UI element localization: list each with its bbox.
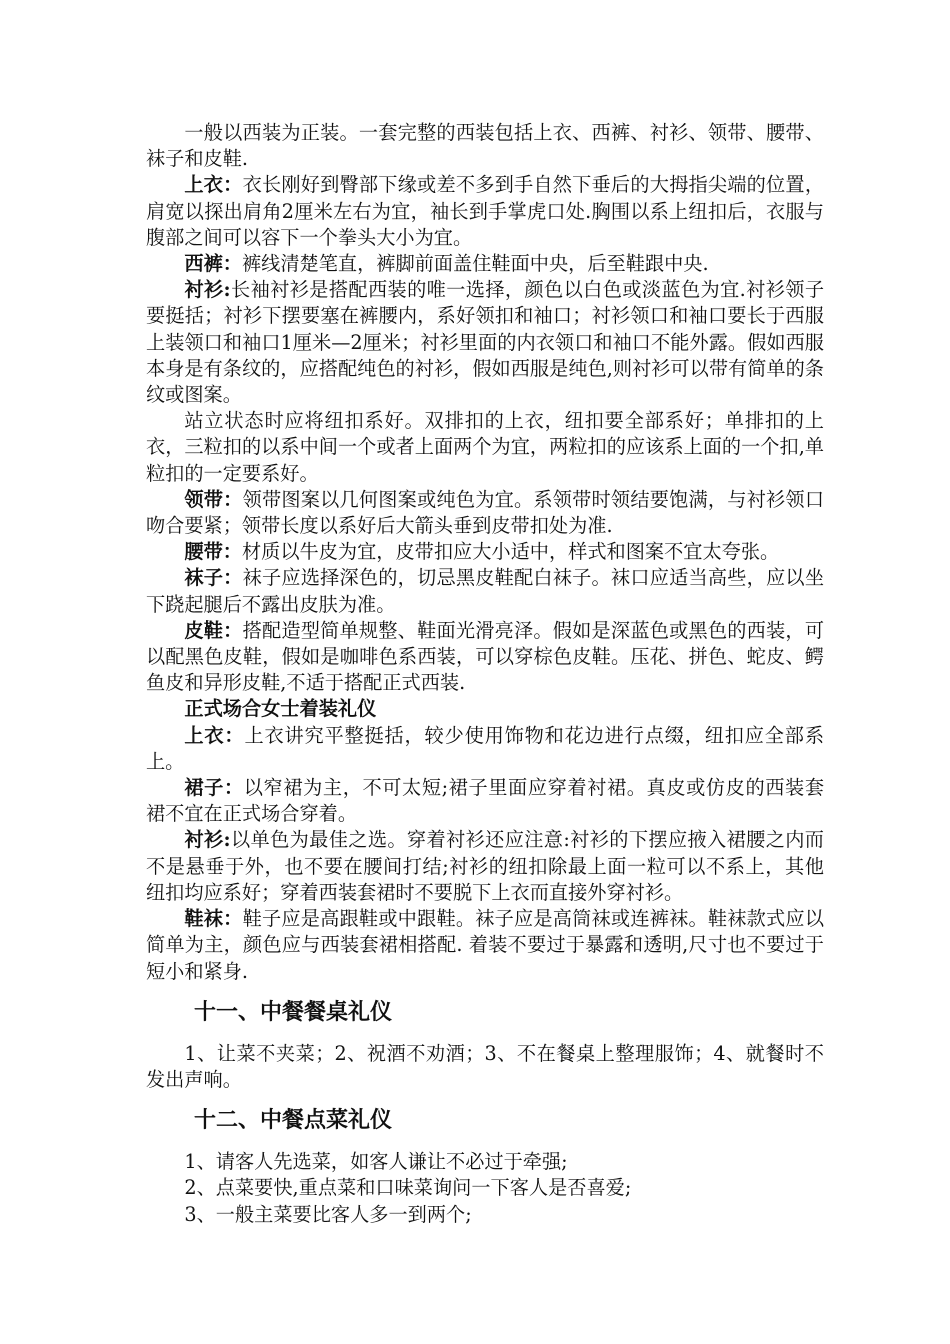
spacer [146, 1135, 824, 1149]
label-separator: ： [223, 618, 243, 642]
label-shirt: 衬衫 [184, 278, 224, 302]
section-12-heading: 十二、中餐点菜礼仪 [194, 1107, 393, 1134]
men-shoes-paragraph [146, 618, 824, 697]
section-11-heading: 十一、中餐餐桌礼仪 [194, 998, 393, 1025]
label-socks: 袜子 [184, 566, 224, 590]
women-skirt-paragraph [146, 775, 824, 827]
men-jacket-text: 衣长刚好到臀部下缘或差不多到手自然下垂后的大拇指尖端的位置，肩宽以探出肩角2厘米左右为宜，袖长到手掌虎口处.胸围以系上纽扣后，衣服与腹部之间可以容下一个拳头大小为宜。 [146, 173, 825, 249]
section-12-line-2: 2、点菜要快,重点菜和口味菜询问一下客人是否喜爱; [184, 1176, 632, 1200]
men-tie-paragraph [146, 487, 824, 539]
label-separator: ： [223, 173, 243, 197]
men-trousers-paragraph [146, 251, 824, 277]
women-skirt-text: 以窄裙为主，不可太短;裙子里面应穿着衬裙。真皮或仿皮的西装套裙不宜在正式场合穿着。 [146, 776, 825, 826]
label-trousers: 西裤 [184, 252, 223, 276]
women-shirt-text: 以单色为最佳之选。穿着衬衫还应注意:衬衫的下摆应掖入裙腰之内而不是悬垂于外，也不要在腰间打结;衬衫的纽扣除最上面一粒可以不系上，其他纽扣均应系好；穿着西装套裙时不要脱下上衣而直接外穿衬衫。 [146, 828, 824, 904]
men-belt-paragraph [146, 539, 824, 565]
section-12-line-3: 3、一般主菜要比客人多一到两个; [184, 1202, 472, 1226]
women-shoes-socks-text: 鞋子应是高跟鞋或中跟鞋。袜子应是高筒袜或连裤袜。鞋袜款式应以简单为主，颜色应与西装套裙相搭配. 着装不要过于暴露和透明,尺寸也不要过于短小和紧身. [146, 907, 825, 983]
label-separator: : [223, 828, 231, 852]
women-shirt-paragraph [146, 827, 824, 906]
men-shirt-text: 长袖衬衫是搭配西装的唯一选择，颜色以白色或淡蓝色为宜.衬衫领子要挺括；衬衫下摆要塞在裤腰内，系好领扣和袖口；衬衫领口和袖口要长于西服上装领口和袖口1厘米—2厘米；衬衫里面的内衣领口和袖口不能外露。假如西服本身是有条纹的，应搭配纯色的衬衫，假如西服是纯色,则衬衫可以带有简单的条纹或图案。 [146, 278, 825, 407]
label-shoes: 皮鞋 [184, 618, 224, 642]
women-jacket-text: 上衣讲究平整挺括，较少使用饰物和花边进行点缀，纽扣应全部系上。 [146, 723, 825, 773]
women-shoes-socks-paragraph [146, 906, 824, 985]
men-intro-paragraph: 一般以西装为正装。一套完整的西装包括上衣、西裤、衬衫、领带、腰带、袜子和皮鞋. [146, 121, 824, 171]
men-buttons-paragraph: 站立状态时应将纽扣系好。双排扣的上衣，纽扣要全部系好；单排扣的上衣，三粒扣的以系中间一个或者上面两个为宜，两粒扣的应该系上面的一个扣,单粒扣的一定要系好。 [146, 409, 824, 485]
women-jacket-paragraph [146, 723, 824, 775]
men-tie-text: 领带图案以几何图案或纯色为宜。系领带时领结要饱满，与衬衫领口吻合要紧；领带长度以系好后大箭头垂到皮带扣处为准. [146, 487, 825, 538]
label-separator: : [223, 278, 231, 302]
men-socks-text: 袜子应选择深色的，切忌黑皮鞋配白袜子。袜口应适当高些，应以坐下跷起腿后不露出皮肤为准。 [146, 566, 825, 616]
section-11-text: 1、让菜不夹菜；2、祝酒不劝酒；3、不在餐桌上整理服饰；4、就餐时不发出声响。 [146, 1041, 824, 1091]
label-jacket: 上衣 [184, 173, 224, 197]
label-shoes-socks: 鞋袜 [184, 907, 224, 931]
spacer [146, 1027, 824, 1041]
section-12-line-1: 1、请客人先选菜，如客人谦让不必过于牵强; [184, 1150, 568, 1174]
spacer [146, 985, 824, 997]
label-separator: ： [223, 776, 244, 800]
label-belt: 腰带 [184, 540, 223, 564]
label-separator: ： [222, 540, 242, 564]
men-belt-text: 材质以牛皮为宜，皮带扣应大小适中，样式和图案不宜太夸张。 [241, 540, 780, 564]
label-separator: ： [222, 252, 242, 276]
women-subheading: 正式场合女士着装礼仪 [184, 697, 377, 721]
label-tie: 领带 [184, 487, 224, 511]
men-socks-paragraph [146, 565, 824, 617]
label-women-shirt: 衬衫 [184, 828, 224, 852]
label-separator: ： [223, 907, 243, 931]
label-separator: ： [224, 723, 245, 747]
label-women-jacket: 上衣 [184, 723, 225, 747]
men-shoes-text: 搭配造型简单规整、鞋面光滑亮泽。假如是深蓝色或黑色的西装，可以配黑色皮鞋，假如是咖啡色系西装，可以穿棕色皮鞋。压花、拼色、蛇皮、鳄鱼皮和异形皮鞋,不适于搭配正式西装. [146, 618, 825, 695]
men-shirt-paragraph [146, 277, 824, 408]
spacer [146, 1093, 824, 1105]
men-trousers-text: 裤线清楚笔直，裤脚前面盖住鞋面中央，后至鞋跟中央. [241, 252, 709, 276]
label-skirt: 裙子 [184, 776, 224, 800]
label-separator: ： [223, 566, 243, 590]
men-jacket-paragraph [146, 172, 824, 251]
label-separator: ： [223, 487, 243, 511]
